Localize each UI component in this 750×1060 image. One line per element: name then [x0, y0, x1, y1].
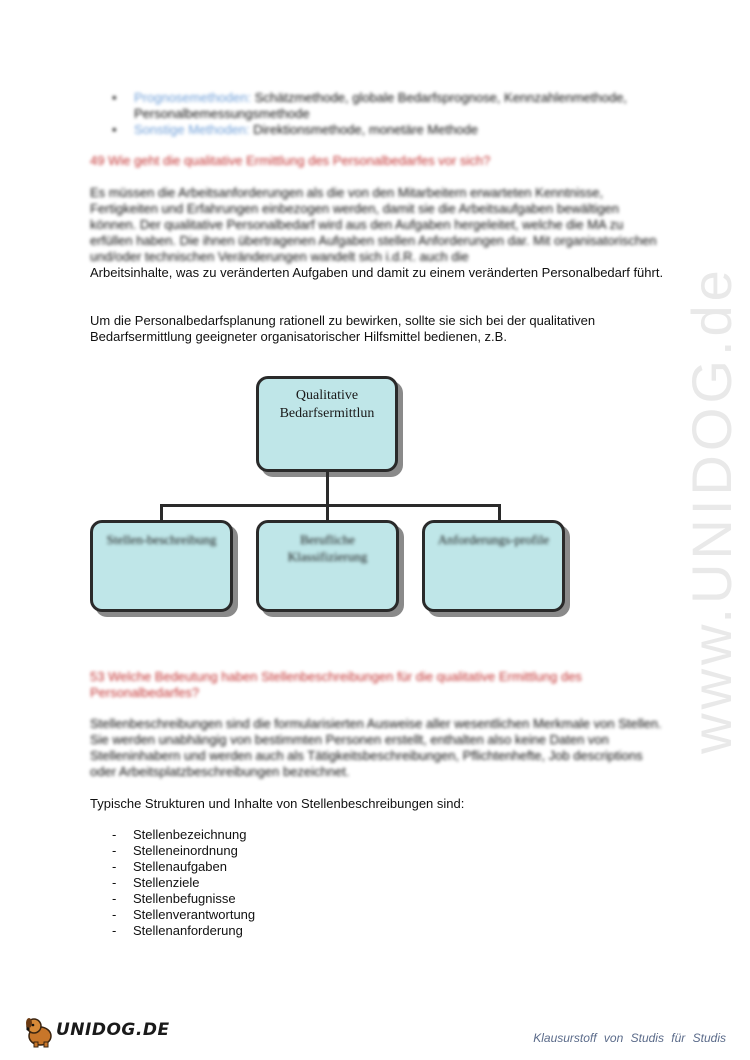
list-item [112, 875, 255, 891]
list-item [112, 891, 255, 907]
diagram-node-label: Stellen-beschreibung [106, 532, 217, 547]
stellen-list [112, 827, 255, 939]
dog-icon [22, 1014, 58, 1048]
footer-tagline: Klausurstoff von Studis für Studis [533, 1031, 726, 1045]
bullet-label: Sonstige Methoden: [134, 122, 250, 137]
bullet-text: Schätzmethode, globale Bedarfsprognose, Kennzahlenmethode, Personalbemessungsmethode [134, 90, 627, 121]
dash: - [112, 891, 117, 906]
method-bullet-list [112, 90, 672, 138]
list-item [112, 907, 255, 923]
diagram-root-node [256, 376, 398, 472]
paragraph-clear-1: Arbeitsinhalte, was zu veränderten Aufgaben und damit zu einem veränderten Personalbedarf führt. [90, 265, 664, 280]
diagram-node-stellenbeschreibung [90, 520, 233, 612]
list-item-text: Stellenaufgaben [133, 859, 227, 874]
diagram-node-label: Anforderungs-profile [437, 532, 550, 547]
bullet-dot: • [112, 122, 117, 137]
question-49-heading: 49 Wie geht die qualitative Ermittlung des Personalbedarfes vor sich? [90, 153, 491, 168]
bullet-item-prognose [112, 90, 672, 122]
paragraph-blurred-1: Es müssen die Arbeitsanforderungen als die von den Mitarbeitern erwarteten Kenntnisse, Fertigkeiten und Erfahrungen einbezogen werden, damit sie die Arbeitsaufgaben bewältigen können. Der qualitative Personalbedarf wird aus den Aufgaben hergeleitet, welche die MA zu erfüllen haben. Die ihnen übertragenen Aufgaben stellen Anforderungen dar. Mit organisatorischen und/oder technischen Veränderungen wandelt sich i.d.R. auch die [90, 185, 657, 264]
list-item-text: Stellenbezeichnung [133, 827, 247, 842]
list-item-text: Stellenziele [133, 875, 200, 890]
paragraph-strukturen: Typische Strukturen und Inhalte von Stellenbeschreibungen sind: [90, 796, 465, 811]
diagram-root-label: Qualitative Bedarfsermittlun [279, 388, 375, 421]
list-item [112, 859, 255, 875]
unidog-logo[interactable] [22, 1014, 170, 1048]
qualitative-bedarf-diagram [88, 372, 578, 622]
list-item-text: Stellenbefugnisse [133, 891, 236, 906]
list-item-text: Stelleneinordnung [133, 843, 238, 858]
diagram-node-label: Berufliche Klassifizierung [287, 532, 368, 564]
list-item [112, 923, 255, 939]
bullet-dot: • [112, 90, 117, 105]
dash: - [112, 827, 117, 842]
bullet-item-sonstige [112, 122, 672, 138]
bullet-text: Direktionsmethode, monetäre Methode [249, 122, 478, 137]
diagram-node-anforderungsprofile [422, 520, 565, 612]
dash: - [112, 875, 117, 890]
connector-horizontal [160, 504, 500, 507]
paragraph-hilfsmittel: Um die Personalbedarfsplanung rationell zu bewirken, sollte sie sich bei der qualitativen Bedarfsermittlung geeigneter organisatorischer Hilfsmittel bedienen, z.B. [90, 313, 596, 344]
watermark: www.UNIDOG.de [680, 266, 743, 754]
bullet-label: Prognosemethoden: [134, 90, 252, 105]
dash: - [112, 907, 117, 922]
list-item-text: Stellenverantwortung [133, 907, 256, 922]
dash: - [112, 923, 117, 938]
list-item-text: Stellenanforderung [133, 923, 243, 938]
list-item [112, 827, 255, 843]
logo-text: UNIDOG.DE [56, 1020, 170, 1040]
diagram-node-klassifizierung [256, 520, 399, 612]
connector-vertical-root [326, 472, 329, 506]
question-53-heading: 53 Welche Bedeutung haben Stellenbeschreibungen für die qualitative Ermittlung des Personalbedarfes? [90, 669, 582, 700]
paragraph-blurred-2: Stellenbeschreibungen sind die formularisierten Ausweise aller wesentlichen Merkmale von Stellen. Sie werden unabhängig von bestimmten Personen erstellt, enthalten also keine Daten von Stelleninhabern und werden auch als Tätigkeitsbeschreibungen, Pflichtenhefte, Job descriptions oder Arbeitsplatzbeschreibungen bezeichnet. [90, 716, 662, 779]
dash: - [112, 843, 117, 858]
list-item [112, 843, 255, 859]
dash: - [112, 859, 117, 874]
